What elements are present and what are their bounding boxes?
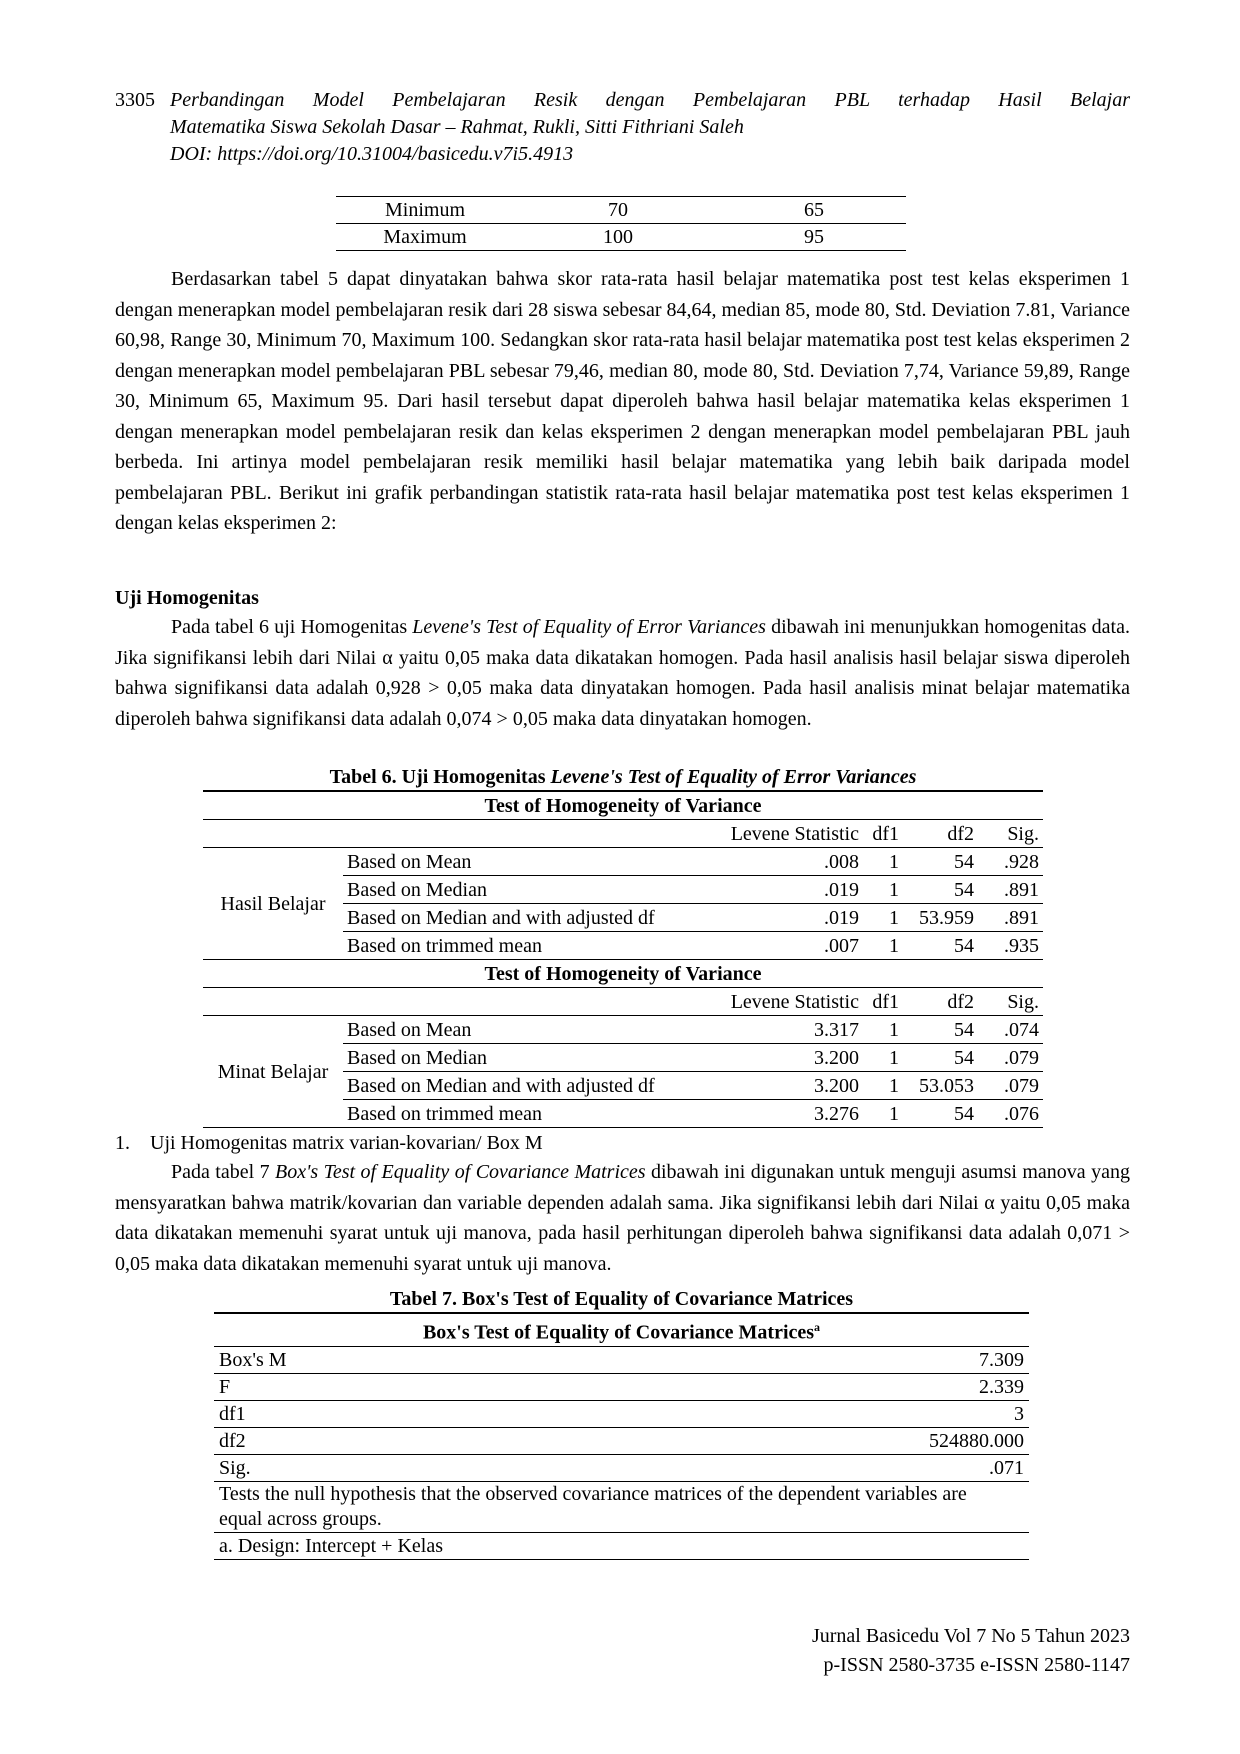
col-header-df2: df2	[903, 988, 978, 1016]
header-doi: DOI: https://doi.org/10.31004/basicedu.v7i5.4913	[170, 143, 574, 165]
cell-value: 524880.000	[557, 1427, 1029, 1454]
cell-value: 2.339	[557, 1373, 1029, 1400]
cell-value: .008	[708, 848, 863, 876]
list-item: 1. Uji Homogenitas matrix varian-kovarian/ Box M	[115, 1132, 543, 1154]
cell-value: 3.200	[708, 1044, 863, 1072]
row-label: Based on trimmed mean	[343, 932, 708, 960]
row-label: F	[214, 1373, 557, 1400]
header-title-line-1: Perbandingan Model Pembelajaran Resik dengan Pembelajaran PBL terhadap Hasil Belajar	[170, 89, 1130, 111]
row-label: Minimum	[384, 199, 465, 221]
cell-value: 54	[903, 876, 978, 904]
cell-value: .074	[978, 1016, 1043, 1044]
cell-value: 1	[863, 1100, 903, 1128]
col-header-df1: df1	[863, 988, 903, 1016]
table7-title: Box's Test of Equality of Covariance Matrices$^a$	[214, 1313, 1029, 1346]
paragraph-descriptive-results	[115, 264, 1130, 539]
table-header-row	[203, 820, 1043, 848]
table-row	[214, 1454, 1029, 1481]
cell-value: .928	[978, 848, 1043, 876]
paragraph-text: Pada tabel 6 uji Homogenitas Levene's Test of Equality of Error Variances dibawah ini menunjukkan homogenitas data. Jika signifikansi lebih dari Nilai α yaitu 0,05 maka data dikatakan homogen. Pada hasil analisis hasil belajar siswa diperoleh bahwa signifikansi data adalah 0,928 > 0,05 maka data dinyatakan homogen. Pada hasil analisis minat belajar matematika diperoleh bahwa signifikansi data adalah 0,074 > 0,05 maka data dinyatakan homogen.	[115, 616, 1130, 730]
col-header-df2: df2	[903, 820, 978, 848]
cell-value: 3.317	[708, 1016, 863, 1044]
col-header-sig: Sig.	[978, 820, 1043, 848]
cell-value: .019	[708, 904, 863, 932]
group-label: Hasil Belajar	[203, 848, 343, 960]
table-row	[214, 1427, 1029, 1454]
row-label: Based on Median	[343, 876, 708, 904]
table-row	[214, 1373, 1029, 1400]
cell-value: 54	[903, 1100, 978, 1128]
group-label: Minat Belajar	[203, 1016, 343, 1128]
col-header-stat: Levene Statistic	[708, 820, 863, 848]
row-label: Maximum	[383, 226, 467, 248]
cell-value: .071	[557, 1454, 1029, 1481]
row-label: Based on Median and with adjusted df	[343, 904, 708, 932]
cell-value: .076	[978, 1100, 1043, 1128]
cell-value: 54	[903, 932, 978, 960]
cell-value: 3	[557, 1400, 1029, 1427]
cell-value: 95	[804, 226, 824, 248]
table-header-row	[203, 988, 1043, 1016]
section-heading: Uji Homogenitas	[115, 587, 259, 609]
table7-box-m	[214, 1286, 1029, 1560]
cell-value: 53.053	[903, 1072, 978, 1100]
table6-caption: Tabel 6. Uji Homogenitas Levene's Test of Equality of Error Variances	[329, 766, 917, 788]
cell-value: 1	[863, 876, 903, 904]
table7-footnote: a. Design: Intercept + Kelas	[214, 1532, 1029, 1559]
page-footer	[812, 1622, 1130, 1680]
cell-value: 1	[863, 904, 903, 932]
table5-continuation	[336, 196, 906, 251]
cell-value: 1	[863, 1044, 903, 1072]
table-row	[203, 1016, 1043, 1044]
running-header	[115, 87, 1130, 168]
cell-value: 100	[603, 226, 633, 248]
row-label: df2	[214, 1427, 557, 1454]
table-row	[336, 224, 906, 251]
table6-levene	[203, 764, 1043, 1128]
paragraph-text: Pada tabel 7 Box's Test of Equality of Covariance Matrices dibawah ini digunakan untuk menguji asumsi manova yang mensyaratkan bahwa matrik/kovarian dan variable dependen adalah sama. Jika signifikansi lebih dari Nilai α yaitu 0,05 maka data dikatakan memenuhi syarat untuk uji manova, pada hasil perhitungan diperoleh bahwa signifikansi data adalah 0,071 > 0,05 maka data dikatakan memenuhi syarat untuk uji manova.	[115, 1161, 1130, 1275]
row-label: Based on Mean	[343, 848, 708, 876]
cell-value: 70	[608, 199, 628, 221]
row-label: Based on trimmed mean	[343, 1100, 708, 1128]
cell-value: .891	[978, 904, 1043, 932]
cell-value: 1	[863, 1016, 903, 1044]
table-row	[336, 197, 906, 224]
col-header-sig: Sig.	[978, 988, 1043, 1016]
table6-title-1: Test of Homogeneity of Variance	[203, 791, 1043, 820]
paragraph-text: Berdasarkan tabel 5 dapat dinyatakan bahwa skor rata-rata hasil belajar matematika post test kelas eksperimen 1 dengan menerapkan model pembelajaran resik dari 28 siswa sebesar 84,64, median 85, mode 80, Std. Deviation 7.81, Variance 60,98, Range 30, Minimum 70, Maximum 100. Sedangkan skor rata-rata hasil belajar matematika post test kelas eksperimen 2 dengan menerapkan model pembelajaran PBL sebesar 79,46, median 80, mode 80, Std. Deviation 7,74, Variance 59,89, Range 30, Minimum 65, Maximum 95. Dari hasil tersebut dapat diperoleh bahwa hasil belajar matematika kelas eksperimen 1 dengan menerapkan model pembelajaran resik dan kelas eksperimen 2 dengan menerapkan model pembelajaran PBL jauh berbeda. Ini artinya model pembelajaran resik memiliki hasil belajar matematika yang lebih baik daripada model pembelajaran PBL. Berikut ini grafik perbandingan statistik rata-rata hasil belajar matematika post test kelas eksperimen 1 dengan kelas eksperimen 2:	[115, 268, 1130, 534]
row-label: Sig.	[214, 1454, 557, 1481]
table-row	[214, 1400, 1029, 1427]
cell-value: 7.309	[557, 1346, 1029, 1373]
table-row	[203, 848, 1043, 876]
cell-value: 54	[903, 1016, 978, 1044]
row-label: Based on Mean	[343, 1016, 708, 1044]
cell-value: 1	[863, 848, 903, 876]
col-header-stat: Levene Statistic	[708, 988, 863, 1016]
row-label: Based on Median	[343, 1044, 708, 1072]
row-label: Box's M	[214, 1346, 557, 1373]
cell-value: .019	[708, 876, 863, 904]
header-title-line-2: Matematika Siswa Sekolah Dasar – Rahmat, Rukli, Sitti Fithriani Saleh	[170, 116, 744, 138]
cell-value: .935	[978, 932, 1043, 960]
cell-value: 65	[804, 199, 824, 221]
cell-value: 53.959	[903, 904, 978, 932]
cell-value: .079	[978, 1044, 1043, 1072]
cell-value: .891	[978, 876, 1043, 904]
cell-value: 3.276	[708, 1100, 863, 1128]
row-label: Based on Median and with adjusted df	[343, 1072, 708, 1100]
cell-value: .007	[708, 932, 863, 960]
row-label: df1	[214, 1400, 557, 1427]
table6-title-2: Test of Homogeneity of Variance	[203, 960, 1043, 988]
journal-name: Jurnal Basicedu Vol 7 No 5 Tahun 2023	[811, 1625, 1130, 1647]
cell-value: .079	[978, 1072, 1043, 1100]
cell-value: 1	[863, 932, 903, 960]
cell-value: 1	[863, 1072, 903, 1100]
page-number: 3305	[115, 89, 155, 111]
table7-note: Tests the null hypothesis that the observed covariance matrices of the dependent variables are equal across groups.	[214, 1481, 1029, 1532]
issn: p-ISSN 2580-3735 e-ISSN 2580-1147	[823, 1654, 1130, 1676]
table7-caption: Tabel 7. Box's Test of Equality of Covariance Matrices	[389, 1288, 854, 1310]
cell-value: 54	[903, 1044, 978, 1072]
table-row	[214, 1346, 1029, 1373]
cell-value: 54	[903, 848, 978, 876]
paragraph-homogeneity	[115, 612, 1130, 734]
paragraph-box-m	[115, 1157, 1130, 1279]
col-header-df1: df1	[863, 820, 903, 848]
cell-value: 3.200	[708, 1072, 863, 1100]
